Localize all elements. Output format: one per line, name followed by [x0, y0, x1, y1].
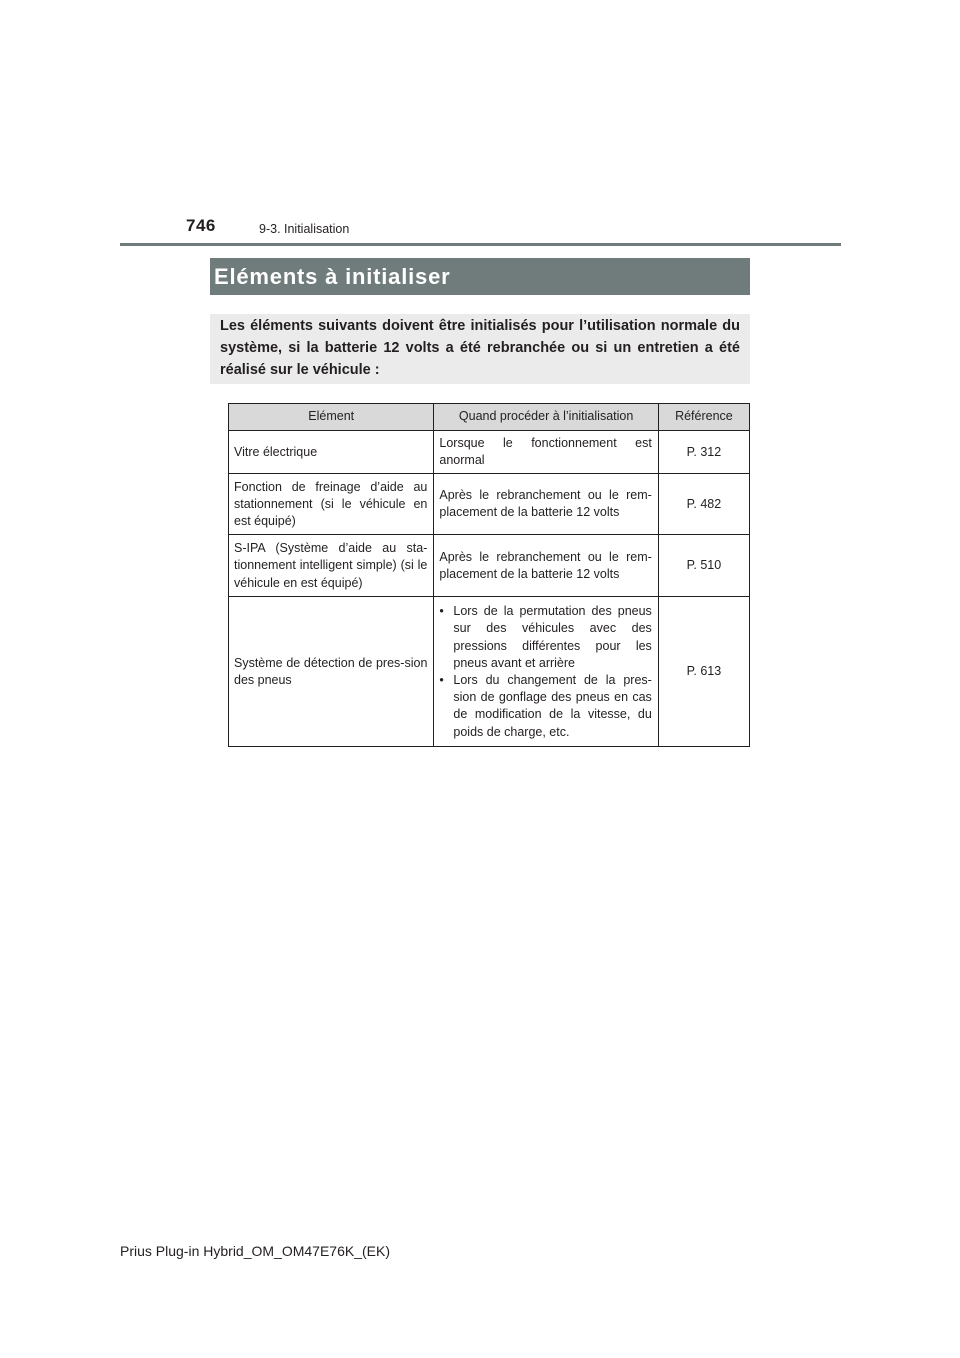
element-cell: Système de détection de pres-sion des pneus — [229, 597, 434, 747]
reference-cell: P. 482 — [658, 474, 749, 535]
when-cell — [434, 597, 658, 747]
reference-cell: P. 312 — [658, 431, 749, 474]
intro-paragraph: Les éléments suivants doivent être initialisés pour l’utilisation normale du système, si la batterie 12 volts a été rebranchée ou si un entretien a été réalisé sur le véhicule : — [210, 314, 750, 384]
element-cell: Vitre électrique — [229, 431, 434, 474]
section-label: 9-3. Initialisation — [259, 222, 350, 236]
footer-document-id: Prius Plug-in Hybrid_OM_OM47E76K_(EK) — [120, 1243, 390, 1259]
table-header-row — [229, 404, 750, 431]
bullet-text: Lors du changement de la pres-sion de gonflage des pneus en cas de modification de la vitesse, du poids de charge, etc. — [453, 672, 652, 739]
element-cell: S-IPA (Système d’aide au sta-tionnement intelligent simple) (si le véhicule en est équipé) — [229, 535, 434, 597]
reference-cell: P. 510 — [658, 535, 749, 597]
element-cell: Fonction de freinage d’aide au stationnement (si le véhicule en est équipé) — [229, 474, 434, 535]
when-cell: Lorsque le fonctionnement est anormal — [434, 431, 658, 474]
when-bullet-list — [439, 603, 651, 741]
initialization-table — [228, 403, 750, 747]
column-header-reference: Référence — [658, 404, 749, 431]
header-divider — [120, 243, 841, 246]
table-row — [229, 474, 750, 535]
reference-cell: P. 613 — [658, 597, 749, 747]
page-title: Eléments à initialiser — [210, 258, 750, 295]
page-number: 746 — [186, 216, 216, 235]
column-header-element: Elément — [229, 404, 434, 431]
list-item: • Lors de la permutation des pneus sur des véhicules avec des pressions différentes pour les pneus avant et arrière — [439, 604, 652, 670]
bullet-text: Lors de la permutation des pneus sur des véhicules avec des pressions différentes pour les pneus avant et arrière — [453, 604, 652, 670]
column-header-when: Quand procéder à l’initialisation — [434, 404, 658, 431]
list-item: • Lors du changement de la pres-sion de gonflage des pneus en cas de modification de la vitesse, du poids de charge, etc. — [439, 672, 652, 739]
table-row — [229, 535, 750, 597]
table-row — [229, 597, 750, 747]
table-row — [229, 431, 750, 474]
when-cell: Après le rebranchement ou le rem-placement de la batterie 12 volts — [434, 474, 658, 535]
when-cell: Après le rebranchement ou le rem-placement de la batterie 12 volts — [434, 535, 658, 597]
